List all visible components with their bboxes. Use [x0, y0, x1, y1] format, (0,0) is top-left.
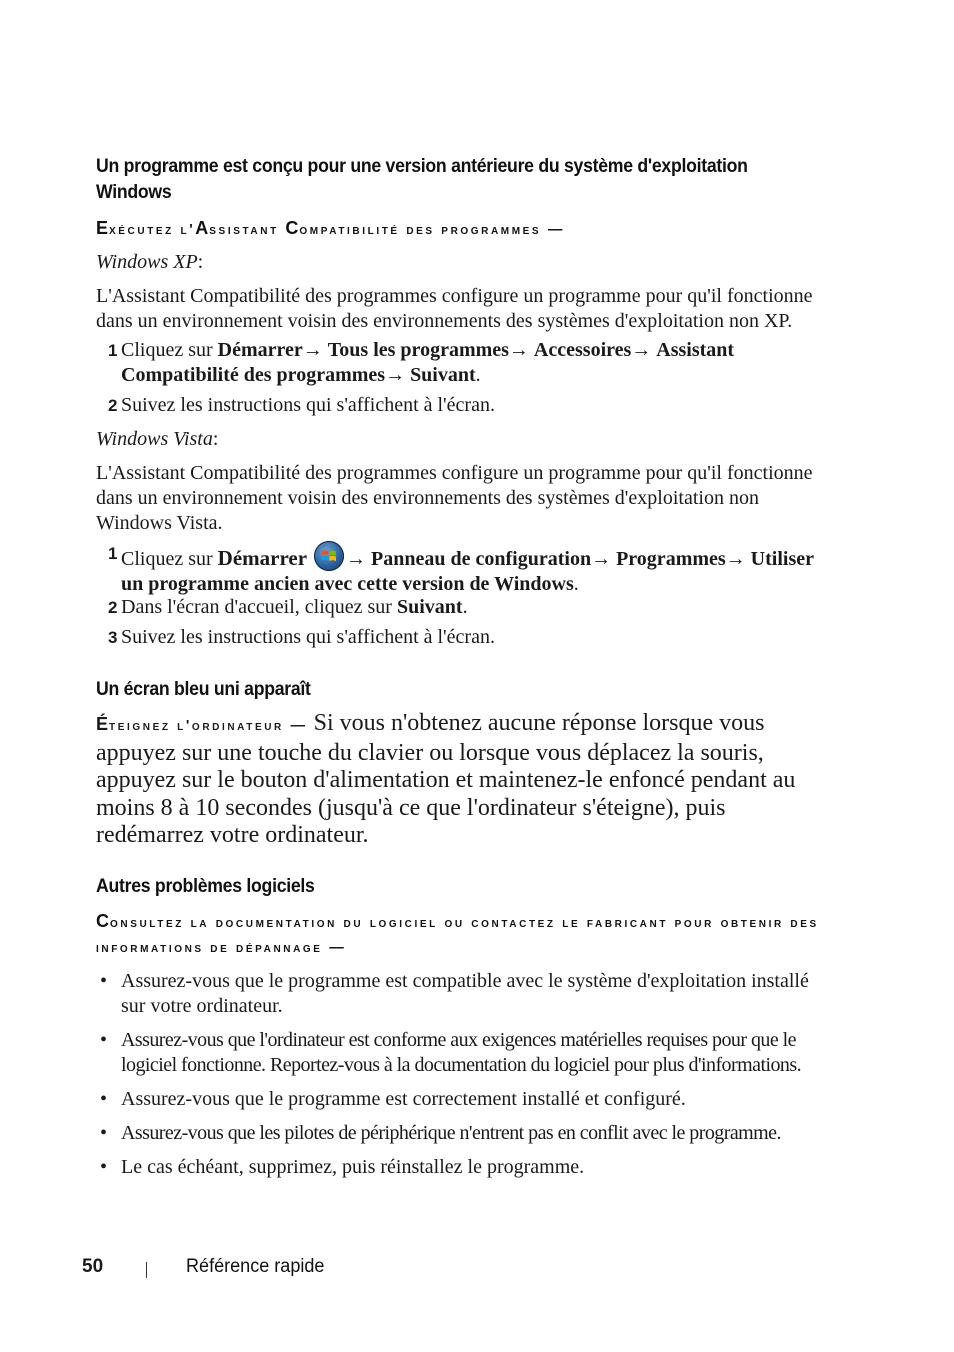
subheading-consult-docs: Consultez la documentation du logiciel ou contactez le fabricant pour obtenir des informations de dépannage — — [96, 911, 819, 956]
section-heading-blue-screen: Un écran bleu uni apparaît — [96, 679, 311, 700]
subheading-initial: E — [96, 218, 110, 238]
step-number: 1 — [108, 341, 118, 360]
section-heading-other-software: Autres problèmes logiciels — [96, 876, 315, 897]
menu-path-next: Suivant — [396, 596, 463, 618]
windows-start-logo-icon — [314, 541, 344, 571]
subheading-part: xécutez l' — [109, 222, 196, 238]
bullet-icon: • — [100, 1156, 108, 1178]
subheading-compat-wizard — [96, 216, 565, 243]
list-item-text: Assurez-vous que l'ordinateur est conforme aux exigences matérielles requises pour que le logiciel fonctionne. Reportez-vous à la documentation du logiciel pour plus d'informations. — [121, 1029, 802, 1076]
menu-path-next: Suivant — [410, 364, 476, 386]
menu-path-control-panel: Panneau de configuration — [371, 548, 592, 570]
list-item-text: Assurez-vous que le programme est correctement installé et configuré. — [121, 1088, 686, 1110]
xp-paragraph: L'Assistant Compatibilité des programmes configure un programme pour qu'il fonctionne dans un environnement voisin des environnements des systèmes d'exploitation non XP. — [96, 285, 813, 332]
colon: : — [212, 428, 219, 450]
lead-in: Éteignez l'ordinateur — — [96, 714, 308, 734]
list-item-text: Assurez-vous que les pilotes de périphérique n'entrent pas en conflit avec le programme. — [121, 1122, 781, 1144]
subheading-part: ssistant — [209, 222, 286, 238]
step-text: Suivez les instructions qui s'affichent à l'écran. — [121, 394, 495, 416]
list-item — [100, 1028, 825, 1078]
footer-title: Référence rapide — [186, 1256, 325, 1277]
menu-path-start: Démarrer — [217, 339, 303, 361]
footer-divider — [146, 1262, 147, 1278]
step-number: 2 — [108, 598, 118, 617]
menu-path-use-older-program: Utiliser un programme ancien avec cette version de Windows — [121, 548, 814, 595]
menu-path-programs: Programmes — [616, 548, 726, 570]
menu-path-accessories: Accessoires — [533, 339, 632, 361]
subheading-initial: C — [285, 218, 300, 238]
xp-label: Windows XP — [96, 251, 198, 273]
step-text: Cliquez sur Démarrer → Panneau de configuration→ Programmes→ Utiliser un programme ancien avec cette version de Windows. — [121, 541, 828, 597]
colon: : — [197, 251, 204, 273]
step-number: 1 — [108, 544, 118, 563]
list-item — [100, 969, 825, 1019]
vista-step-1 — [108, 541, 828, 597]
vista-step-2 — [108, 595, 828, 620]
menu-path-all-programs: Tous les programmes — [327, 339, 509, 361]
step-text: Dans l'écran d'accueil, cliquez sur Suivant. — [121, 596, 468, 618]
vista-step-3 — [108, 625, 828, 650]
subheading-part: ompatibilité des programmes — — [299, 222, 565, 238]
list-item-text: Assurez-vous que le programme est compatible avec le système d'exploitation installé sur votre ordinateur. — [121, 970, 809, 1017]
vista-paragraph: L'Assistant Compatibilité des programmes configure un programme pour qu'il fonctionne dans un environnement voisin des environnements des systèmes d'exploitation non Windows Vista. — [96, 462, 813, 534]
bullet-icon: • — [100, 1122, 108, 1144]
bullet-icon: • — [100, 1029, 108, 1051]
step-number: 3 — [108, 628, 118, 647]
xp-step-1 — [108, 338, 828, 388]
blue-screen-paragraph — [96, 710, 836, 849]
list-item-text: Le cas échéant, supprimez, puis réinstallez le programme. — [121, 1156, 585, 1178]
list-item — [100, 1121, 825, 1146]
xp-step-2 — [108, 393, 828, 418]
list-item — [100, 1087, 825, 1112]
menu-path-compat-wizard: Assistant Compatibilité des programmes — [121, 339, 735, 386]
vista-label: Windows Vista — [96, 428, 213, 450]
list-item — [100, 1155, 825, 1180]
bullet-icon: • — [100, 970, 108, 992]
blue-screen-body: Si vous n'obtenez aucune réponse lorsque vous appuyez sur une touche du clavier ou lorsque vous déplacez la souris, appuyez sur le bouton d'alimentation et maintenez-le enfoncé pendant au moins 8 à 10 secondes (jusqu'à ce que l'ordinateur s'éteigne), puis redémarrez votre ordinateur. — [96, 710, 796, 848]
xp-label-line — [96, 250, 826, 275]
section-heading-compat: Un programme est conçu pour une version antérieure du système d'exploitation Windows — [96, 156, 748, 203]
menu-path-start: Démarrer — [217, 546, 308, 570]
step-number: 2 — [108, 396, 118, 415]
page-number: 50 — [82, 1256, 104, 1277]
bullet-icon: • — [100, 1088, 108, 1110]
vista-label-line — [96, 427, 826, 452]
step-text: Suivez les instructions qui s'affichent à l'écran. — [121, 626, 495, 648]
step-text: Cliquez sur Démarrer→ Tous les programmes→ Accessoires→ Assistant Compatibilité des programmes→ Suivant. — [121, 339, 735, 386]
subheading-initial: A — [195, 218, 210, 238]
